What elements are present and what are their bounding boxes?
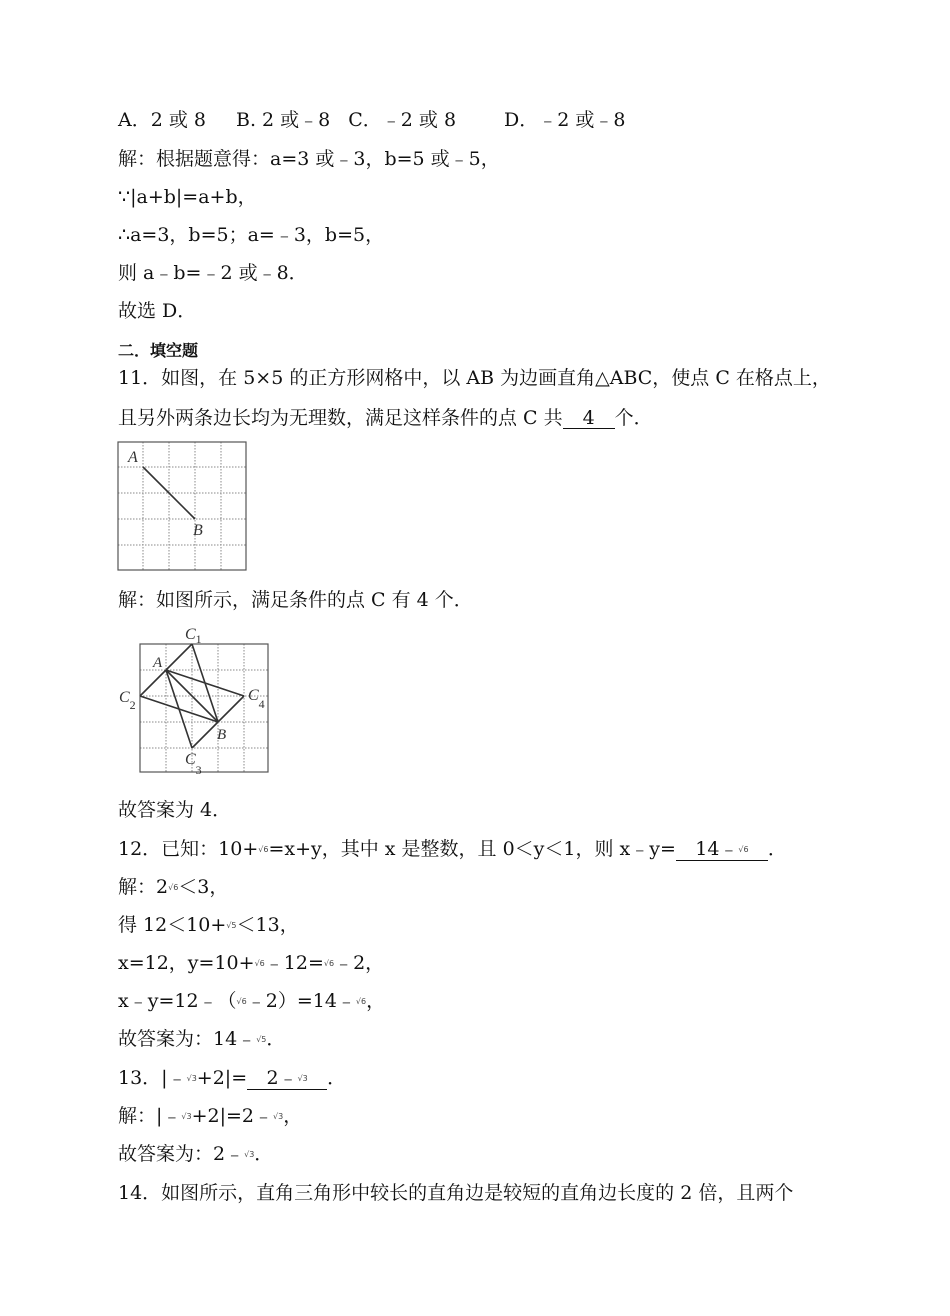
solution-line: 解：根据题意得：a=3 或﹣3，b=5 或﹣5， xyxy=(118,148,500,170)
solution-12: x﹣y=12﹣（√6﹣2）=14﹣√6， xyxy=(118,990,386,1012)
point-b-label: B xyxy=(193,522,203,539)
solution-line: ∴a=3，b=5；a=﹣3，b=5， xyxy=(118,224,385,246)
answer-12: 故答案为：14﹣√5． xyxy=(118,1028,286,1050)
solution-line: 故选 D． xyxy=(118,300,197,322)
solution-11: 解：如图所示，满足条件的点 C 有 4 个． xyxy=(118,589,473,611)
question-11-cont: 且另外两条边长均为无理数，满足这样条件的点 C 共 4 个． xyxy=(118,407,653,429)
grid-figure-1 xyxy=(116,440,248,572)
answer-options xyxy=(118,108,626,132)
option-c: C．﹣2 或 8 xyxy=(348,109,457,131)
answer-13: 故答案为：2﹣√3． xyxy=(118,1143,274,1165)
sqrt6-radical: √6 xyxy=(258,845,269,854)
solution-13: 解：|﹣√3+2|=2﹣√3， xyxy=(118,1105,303,1127)
option-a: A．2 或 8 xyxy=(118,109,206,131)
point-c1-label: $C_1$ xyxy=(185,626,202,646)
point-a-label: A xyxy=(153,655,163,671)
grid-figure-1-svg xyxy=(116,440,248,572)
point-c2-label: $C_2$ xyxy=(119,689,136,712)
point-c4-label: $C_4$ xyxy=(248,687,265,711)
solution-line: 则 a﹣b=﹣2 或﹣8． xyxy=(118,262,308,284)
answer-11: 故答案为 4． xyxy=(118,799,232,821)
point-c3-label: $C_3$ xyxy=(185,751,202,777)
option-d: D．﹣2 或﹣8 xyxy=(504,109,626,131)
solution-12: x=12，y=10+√6﹣12=√6﹣2， xyxy=(118,952,385,974)
option-b: B. 2 或﹣8 xyxy=(235,109,331,131)
question-12: 12．已知：10+√6=x+y，其中 x 是整数，且 0＜y＜1，则 x﹣y= 14﹣√6 ． xyxy=(118,838,787,860)
point-b-label: B xyxy=(217,727,227,743)
solution-12: 得 12＜10+√5＜13， xyxy=(118,914,299,936)
answer-blank: 14﹣√6 xyxy=(676,839,768,861)
question-11: 11．如图，在 5×5 的正方形网格中，以 AB 为边画直角△ABC，使点 C 在格点上， xyxy=(118,367,831,389)
section-heading: 二．填空题 xyxy=(118,341,199,360)
grid-figure-2-svg xyxy=(116,622,276,782)
question-14: 14．如图所示，直角三角形中较长的直角边是较短的直角边长度的 2 倍，且两个 xyxy=(118,1182,794,1204)
solution-12: 解：2√6＜3， xyxy=(118,876,229,898)
grid-figure-2 xyxy=(116,622,276,782)
answer-blank: 4 xyxy=(563,408,615,429)
solution-line: ∵|a+b|=a+b， xyxy=(118,186,257,208)
answer-blank: 2﹣√3 xyxy=(247,1068,327,1090)
question-13: 13．|﹣√3+2|= 2﹣√3 ． xyxy=(118,1067,347,1089)
point-a-label: A xyxy=(128,449,138,466)
